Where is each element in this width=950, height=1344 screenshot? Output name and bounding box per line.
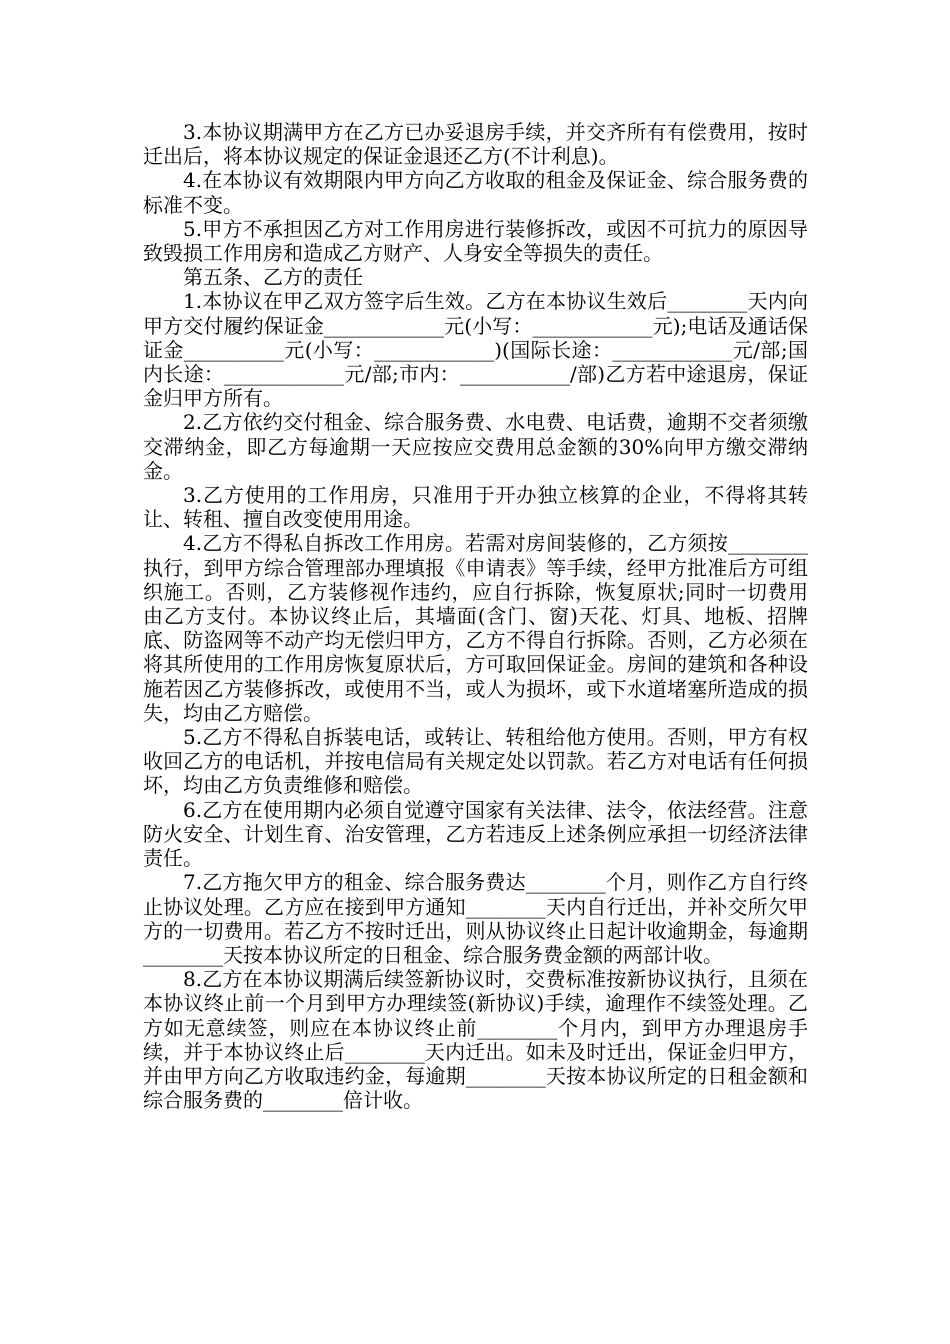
- paragraph-renewal: 8.乙方在本协议期满后续签新协议时，交费标准按新协议执行，且须在本协议终止前一个月到甲方办理续签(新协议)手续，逾理作不续签处理。乙方如无意续签，则应在本协议终止前________个月内，到甲方办理退房手续，并于本协议终止后________天内迁出。如未及时迁出，保证金归甲方，并由甲方向乙方收取违约金，每逾期________天按本协议所定的日租金额和综合服务费的________倍计收。: [143, 967, 808, 1113]
- paragraph-return-deposit: 3.本协议期满甲方在乙方已办妥退房手续，并交齐所有有偿费用，按时迁出后，将本协议规定的保证金退还乙方(不计利息)。: [143, 120, 808, 169]
- paragraph-liability-exemption: 5.甲方不承担因乙方对工作用房进行装修拆改，或因不可抗力的原因导致毁损工作用房和造成乙方财产、人身安全等损失的责任。: [143, 216, 808, 266]
- paragraph-legal-compliance: 6.乙方在使用期内必须自觉遵守国家有关法律、法令，依法经营。注意防火安全、计划生育、治安管理，乙方若违反上述条例应承担一切经济法律责任。: [143, 797, 808, 871]
- paragraph-deposit-payment: 1.本协议在甲乙双方签字后生效。乙方在本协议生效后________天内向甲方交付履约保证金____________元(小写：____________元);电话及通话保证金__________元(小写：____________)(国际长途：____________元/部;国内长途：____________元/部;市内：___________/部)乙方若中途退房，保证金归甲方所有。: [143, 289, 808, 411]
- paragraph-arrears: 7.乙方拖欠甲方的租金、综合服务费达________个月，则作乙方自行终止协议处理。乙方应在接到甲方通知________天内自行迁出，并补交所欠甲方的一切费用。若乙方不按时迁出，则从协议终止日起计收逾期金，每逾期________天按本协议所定的日租金、综合服务费金额的两部计收。: [143, 870, 808, 967]
- section-heading-article-5: 第五条、乙方的责任: [183, 265, 363, 290]
- paragraph-usage-restriction: 3.乙方使用的工作用房，只准用于开办独立核算的企业，不得将其转让、转租、擅自改变使用用途。: [143, 483, 808, 532]
- paragraph-renovation: 4.乙方不得私自拆改工作用房。若需对房间装修的，乙方须按________执行，到甲方综合管理部办理填报《申请表》等手续，经甲方批准后方可组织施工。否则，乙方装修视作违约，应自行拆除，恢复原状;同时一切费用由乙方支付。本协议终止后，其墙面(含门、窗)天花、灯具、地板、招牌底、防盗网等不动产均无偿归甲方，乙方不得自行拆除。否则，乙方必须在将其所使用的工作用房恢复原状后，方可取回保证金。房间的建筑和各种设施若因乙方装修拆改，或使用不当，或人为损坏，或下水道堵塞所造成的损失，均由乙方赔偿。: [143, 531, 808, 725]
- document-body: [143, 120, 808, 1112]
- paragraph-fee-standard: 4.在本协议有效期限内甲方向乙方收取的租金及保证金、综合服务费的标准不变。: [143, 168, 808, 217]
- paragraph-telephone: 5.乙方不得私自拆装电话，或转让、转租给他方使用。否则，甲方有权收回乙方的电话机，并按电信局有关规定处以罚款。若乙方对电话有任何损坏，均由乙方负责维修和赔偿。: [143, 725, 808, 798]
- paragraph-late-fee: 2.乙方依约交付租金、综合服务费、水电费、电话费，逾期不交者须缴交滞纳金，即乙方每逾期一天应按应交费用总金额的30%向甲方缴交滞纳金。: [143, 410, 808, 483]
